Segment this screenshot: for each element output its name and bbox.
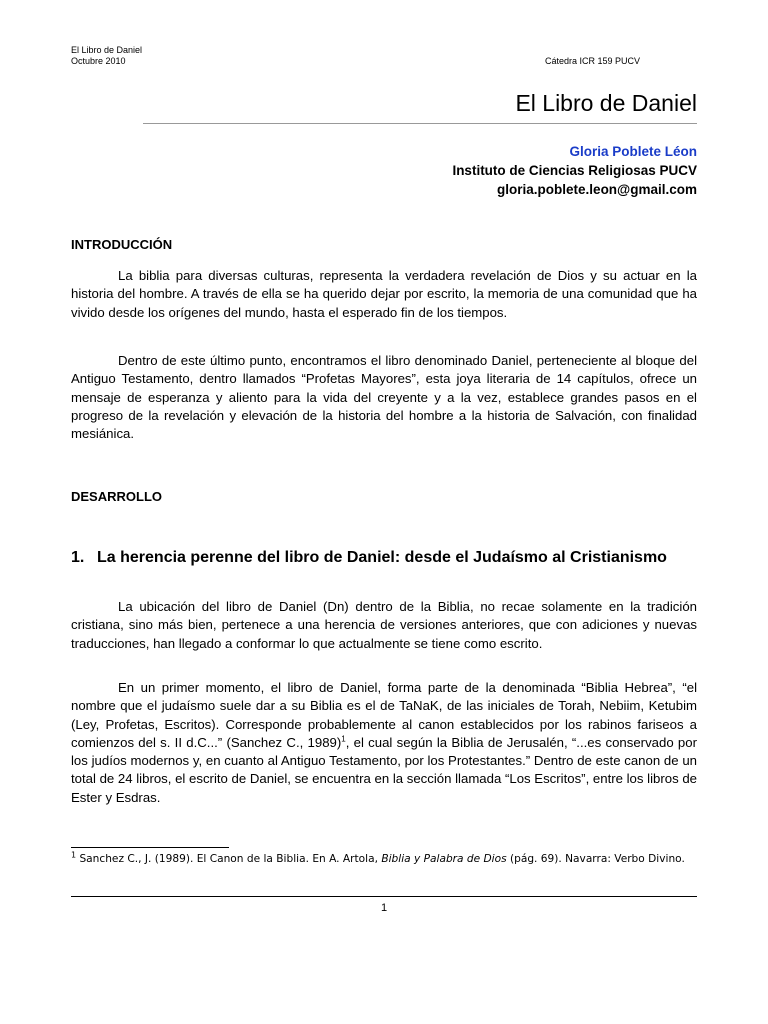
- footnote-marker: 1: [71, 850, 77, 860]
- footnote-reference: 1: [341, 734, 346, 744]
- header-course: Cátedra ICR 159 PUCV: [544, 56, 640, 66]
- development-paragraph-1: La ubicación del libro de Daniel (Dn) dentro de la Biblia, no recae solamente en la tradición cristiana, sino más bien, pertenece a una herencia de versiones anteriores, que con adiciones y nuevas traducciones, han llegado a conformar lo que actualmente se tiene como escrito.: [71, 599, 697, 651]
- author-institution: Instituto de Ciencias Religiosas PUCV: [452, 163, 697, 178]
- page-number: 1: [380, 902, 388, 914]
- section-heading-development: DESARROLLO: [71, 489, 162, 504]
- paragraph-text: En un primer momento, el libro de Daniel, forma parte de la denominada “Biblia Hebrea”, “el nombre que el judaísmo suele dar a su Biblia es el de TaNaK, de las iniciales de Torah, Nebiim, Ketubim (Ley, Profetas, Escritos). Corresponde probablemente al canon establecidos por los rabinos fariseos a comienzos del s. II d.C...” (Sanchez C., 1989): [71, 680, 697, 750]
- footnote-separator: [71, 847, 229, 848]
- footer-divider: [71, 896, 697, 897]
- footnote-text: Sanchez C., J. (1989). El Canon de la Biblia. En A. Artola,: [76, 853, 382, 865]
- footnote: [71, 851, 697, 867]
- subsection-heading-1: [71, 548, 697, 568]
- intro-paragraph-1: La biblia para diversas culturas, representa la verdadera revelación de Dios y su actuar en la historia del hombre. A través de ella se ha querido dejar por escrito, la memoria de una comunidad que ha vivido desde los orígenes del mundo, hasta el esperado fin de los tiempos.: [71, 268, 697, 320]
- document-page: [71, 0, 697, 1024]
- author-name: Gloria Poblete Léon: [569, 144, 697, 159]
- page-title: El Libro de Daniel: [515, 90, 697, 116]
- header-date: Octubre 2010: [71, 56, 126, 66]
- subsection-number: 1.: [71, 549, 85, 566]
- intro-paragraph-2: Dentro de este último punto, encontramos el libro denominado Daniel, perteneciente al bloque del Antiguo Testamento, dentro llamados “Profetas Mayores”, esta joya literaria de 14 capítulos, ofrece un mensaje de esperanza y aliento para la vida del creyente y a la vez, establece grandes pasos en el progreso de la revelación y elevación de la historia del hombre a la historia de Salvación, con finalidad mesiánica.: [71, 353, 697, 442]
- running-header: [71, 45, 697, 67]
- paragraph-text: , el cual según la Biblia de Jerusalén, “...es conservado por los judíos modernos y, en cuanto al Antiguo Testamento, por los Protestantes.” Dentro de este canon de un total de 24 libros, el escrito de Daniel, se encuentra en la sección llamada “Los Escritos”, entre los libros de Ester y Esdras.: [71, 734, 697, 805]
- development-paragraph-2: [71, 679, 697, 807]
- subsection-title: La herencia perenne del libro de Daniel: desde el Judaísmo al Cristianismo: [97, 549, 667, 566]
- footnote-book-title: Biblia y Palabra de Dios: [381, 853, 507, 865]
- author-email: gloria.poblete.leon@gmail.com: [497, 182, 697, 197]
- section-heading-introduction: INTRODUCCIÓN: [71, 237, 173, 252]
- header-doc-title: El Libro de Daniel: [71, 45, 143, 55]
- title-divider: [143, 123, 697, 124]
- footnote-text: (pág. 69). Navarra: Verbo Divino.: [506, 853, 685, 865]
